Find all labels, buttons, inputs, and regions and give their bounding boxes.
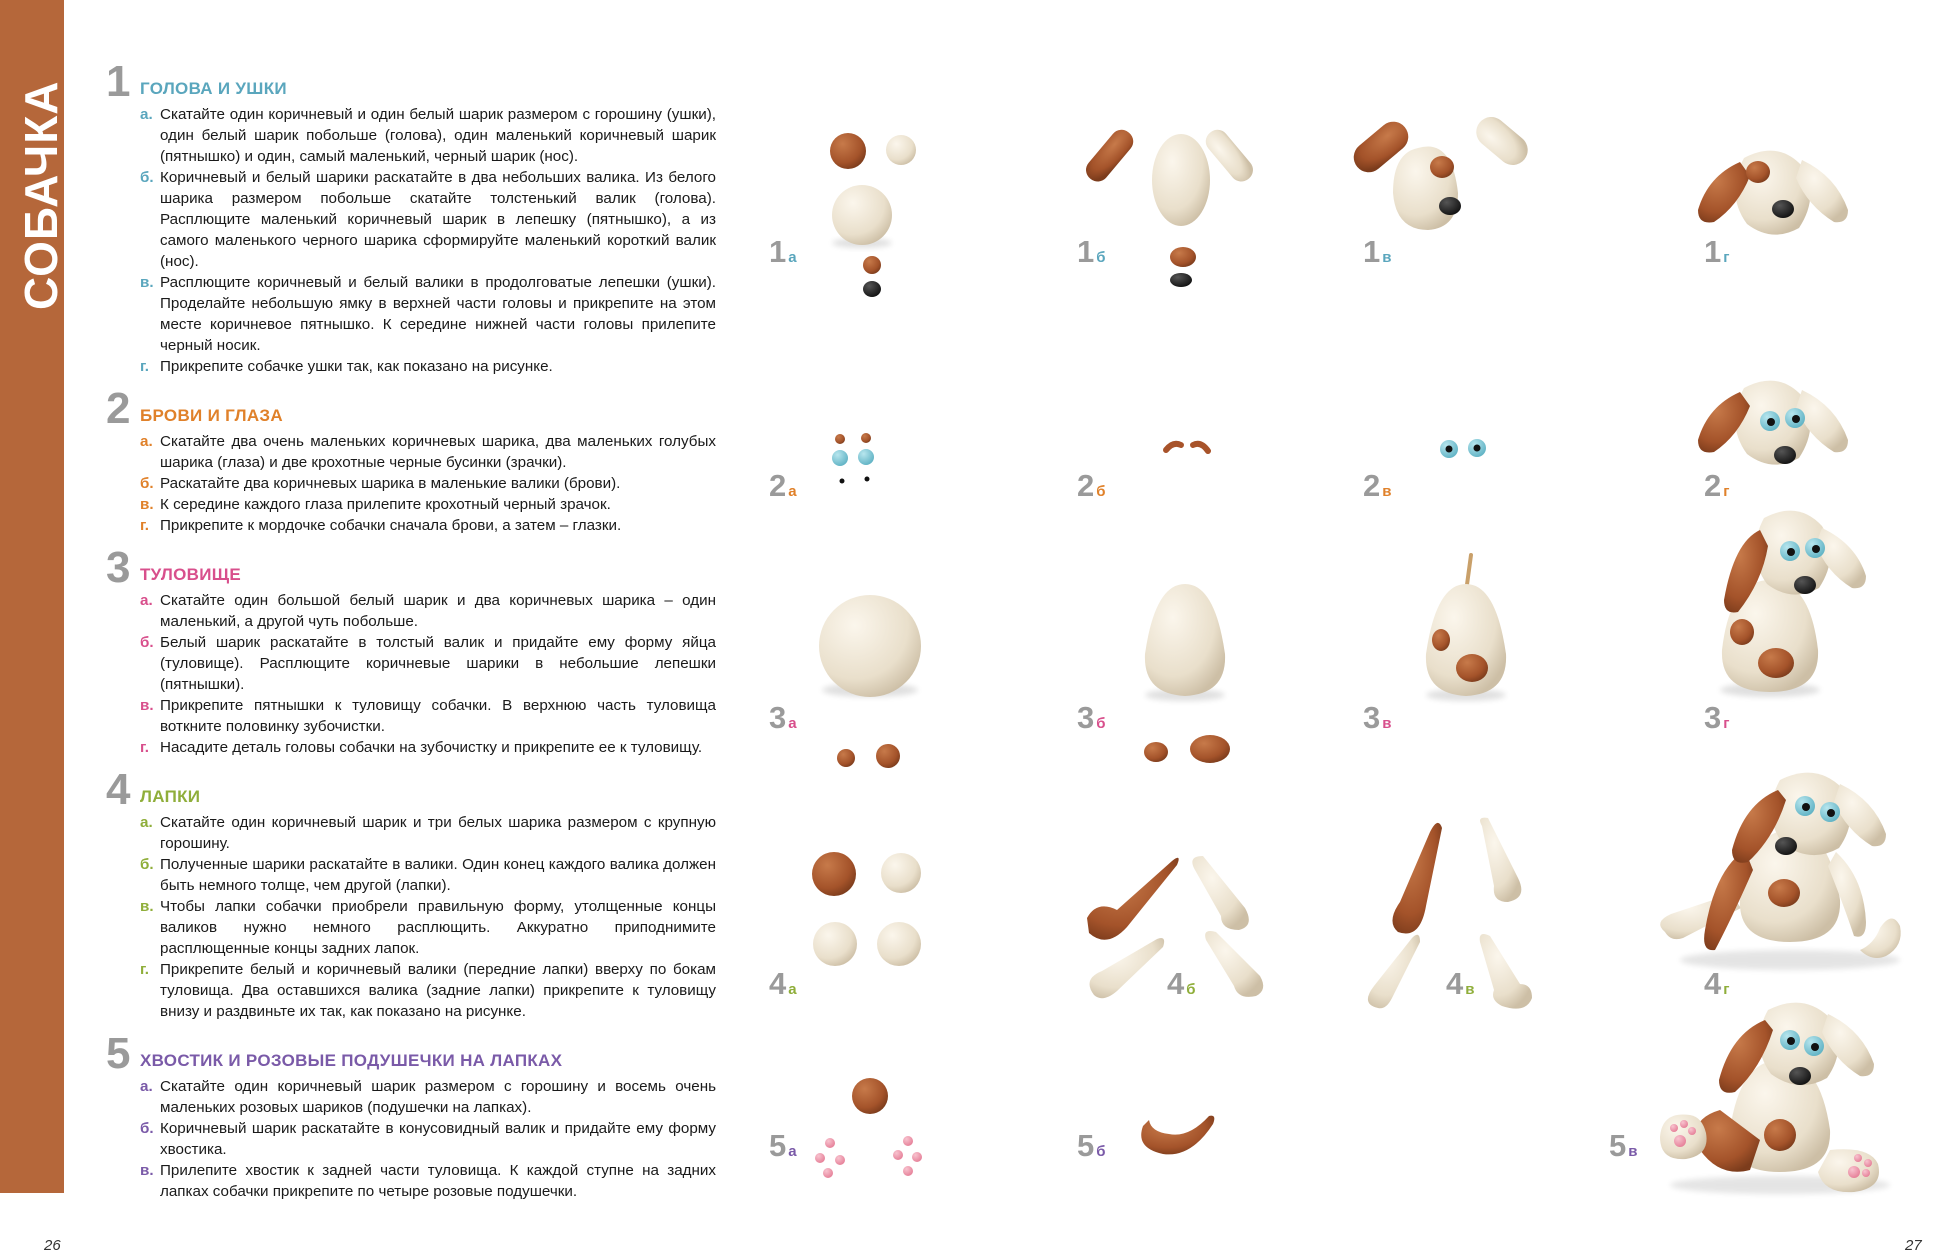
page-title: СОБАЧКА [15,80,67,310]
photo-label-2b: 2 б [1077,468,1106,503]
photo-label-4d: 4 г [1704,966,1730,1001]
photo-2d [1698,381,1848,465]
photo-label-1a: 1 а [769,234,797,269]
step-letter: б. [140,856,154,873]
photo-label-1d: 1 г [1704,234,1730,269]
photo-3c [1426,555,1506,701]
step-text: Прикрепите белый и коричневый валики (передние лапки) вверху по бокам туловища. Два оставшихся валика (задние лапки) прикрепите к туловищу внизу и раздвиньте их так, как показано на рисунке. [160,961,716,1020]
photo-label-4a: 4 а [769,966,797,1001]
page-number-left: 26 [44,1237,61,1254]
photo-2a [832,433,874,484]
step-letter: а. [140,1078,153,1095]
step-letter: в. [140,1162,154,1179]
photo-5a [815,1078,922,1178]
step-letter: г. [140,358,150,375]
section-number: 2 [106,384,131,433]
photo-label-2d: 2 г [1704,468,1730,503]
step-text: Насадите деталь головы собачки на зубочистку и прикрепите ее к туловищу. [160,739,703,756]
step-letter: г. [140,739,150,756]
step-text: Раскатайте два коричневых шарика в маленькие валики (брови). [160,475,621,492]
step-letter: б. [140,169,154,186]
step-text: Скатайте один коричневый и один белый шарик размером с горошину (ушки), один белый шарик побольше (голова), один маленький коричневый шарик (пятнышко) и один, самый маленький, черный шарик (нос). [160,106,716,165]
step-letter: а. [140,814,153,831]
step-letter: г. [140,961,150,978]
step-text: Скатайте один коричневый шарик и три белых шарика размером с крупную горошину. [160,814,716,852]
photo-label-4b: 4 б [1167,966,1196,1001]
step-text: Коричневый и белый шарики раскатайте в два небольших валика. Из белого шарика размером побольше скатайте толстенький валик (голова). Расплющите маленький коричневый шарик в лепешку (пятнышко), а из самого маленького черного шарика сформируйте маленький короткий валик (нос). [160,169,716,270]
photo-label-3a: 3 а [769,700,797,735]
photo-4d [1660,773,1901,970]
step-letter: б. [140,634,154,651]
section-title: ГОЛОВА И УШКИ [140,79,287,98]
section-number: 1 [106,57,131,106]
section-number: 4 [106,765,131,814]
step-text: К середине каждого глаза прилепите крохотный черный зрачок. [160,496,611,513]
section-title: ЛАПКИ [140,787,201,806]
step-text: Прикрепите пятнышки к туловищу собачки. В верхнюю часть туловища воткните половинку зубочистки. [160,697,716,735]
section-title: ТУЛОВИЩЕ [140,565,242,584]
photo-label-1b: 1 б [1077,234,1106,269]
photo-label-3b: 3 б [1077,700,1106,735]
photo-2c [1440,439,1486,458]
step-text: Расплющите коричневый и белый валики в продолговатые лепешки (ушки). Проделайте небольшую ямку в верхней части головы и прикрепите на этом месте коричневое пятнышко. К середине нижней части головы прилепите черный носик. [160,274,716,354]
photo-1c [1348,111,1534,230]
photo-3d [1720,511,1866,697]
section-number: 5 [106,1029,131,1078]
step-text: Прикрепите к мордочке собачки сначала брови, а затем – глазки. [160,517,622,534]
photo-label-1c: 1 в [1363,234,1392,269]
photo-label-2a: 2 а [769,468,797,503]
step-letter: б. [140,1120,154,1137]
step-text: Скатайте один коричневый шарик размером с горошину и восемь очень маленьких розовых шариков (подушечки на лапках). [160,1078,716,1116]
photo-label-2c: 2 в [1363,468,1392,503]
photo-1d [1698,151,1848,235]
photo-1b [1082,125,1258,287]
step-text: Белый шарик раскатайте в толстый валик и придайте ему форму яйца (туловище). Расплющите коричневые шарики в небольшие лепешки (пятнышки). [160,634,716,693]
photo-label-4c: 4 в [1446,966,1475,1001]
section-title: ХВОСТИК И РОЗОВЫЕ ПОДУШЕЧКИ НА ЛАПКАХ [140,1051,563,1070]
page-number-right: 27 [1905,1237,1922,1254]
step-letter: в. [140,898,154,915]
step-letter: а. [140,592,153,609]
step-text: Скатайте два очень маленьких коричневых шарика, два маленьких голубых шарика (глаза) и две крохотные черные бусинки (зрачки). [160,433,716,471]
photo-5c [1660,1003,1890,1194]
section-title: БРОВИ И ГЛАЗА [140,406,283,425]
photo-4a [812,852,921,966]
step-letter: в. [140,274,154,291]
photo-label-5c: 5 в [1609,1128,1638,1163]
step-text: Прилепите хвостик к задней части туловища. К каждой ступне на задних лапках собачки прикрепите по четыре розовые подушечки. [160,1162,716,1200]
step-letter: а. [140,433,153,450]
photo-1a [830,133,916,297]
step-text: Чтобы лапки собачки приобрели правильную форму, утолщенные концы валиков нужно немного расплющить. Аккуратно приподнимите расплющенные концы задних лапок. [160,898,716,957]
step-letter: в. [140,697,154,714]
photo-label-5a: 5 а [769,1128,797,1163]
step-letter: б. [140,475,154,492]
photo-3a [819,595,921,768]
photo-2b [1166,444,1208,451]
step-letter: а. [140,106,153,123]
step-text: Полученные шарики раскатайте в валики. Один конец каждого валика должен быть немного толще, чем другой (лапки). [160,856,716,894]
step-text: Скатайте один большой белый шарик и два коричневых шарика – один маленький, а другой чуть побольше. [160,592,716,630]
photo-3b [1144,584,1230,763]
photo-label-3d: 3 г [1704,700,1730,735]
step-text: Коричневый шарик раскатайте в конусовидный валик и придайте ему форму хвостика. [160,1120,716,1158]
photo-5b [1141,1116,1214,1155]
section-number: 3 [106,543,131,592]
photo-label-3c: 3 в [1363,700,1392,735]
step-letter: г. [140,517,150,534]
step-text: Прикрепите собачке ушки так, как показано на рисунке. [160,358,553,375]
photo-label-5b: 5 б [1077,1128,1106,1163]
step-letter: в. [140,496,154,513]
